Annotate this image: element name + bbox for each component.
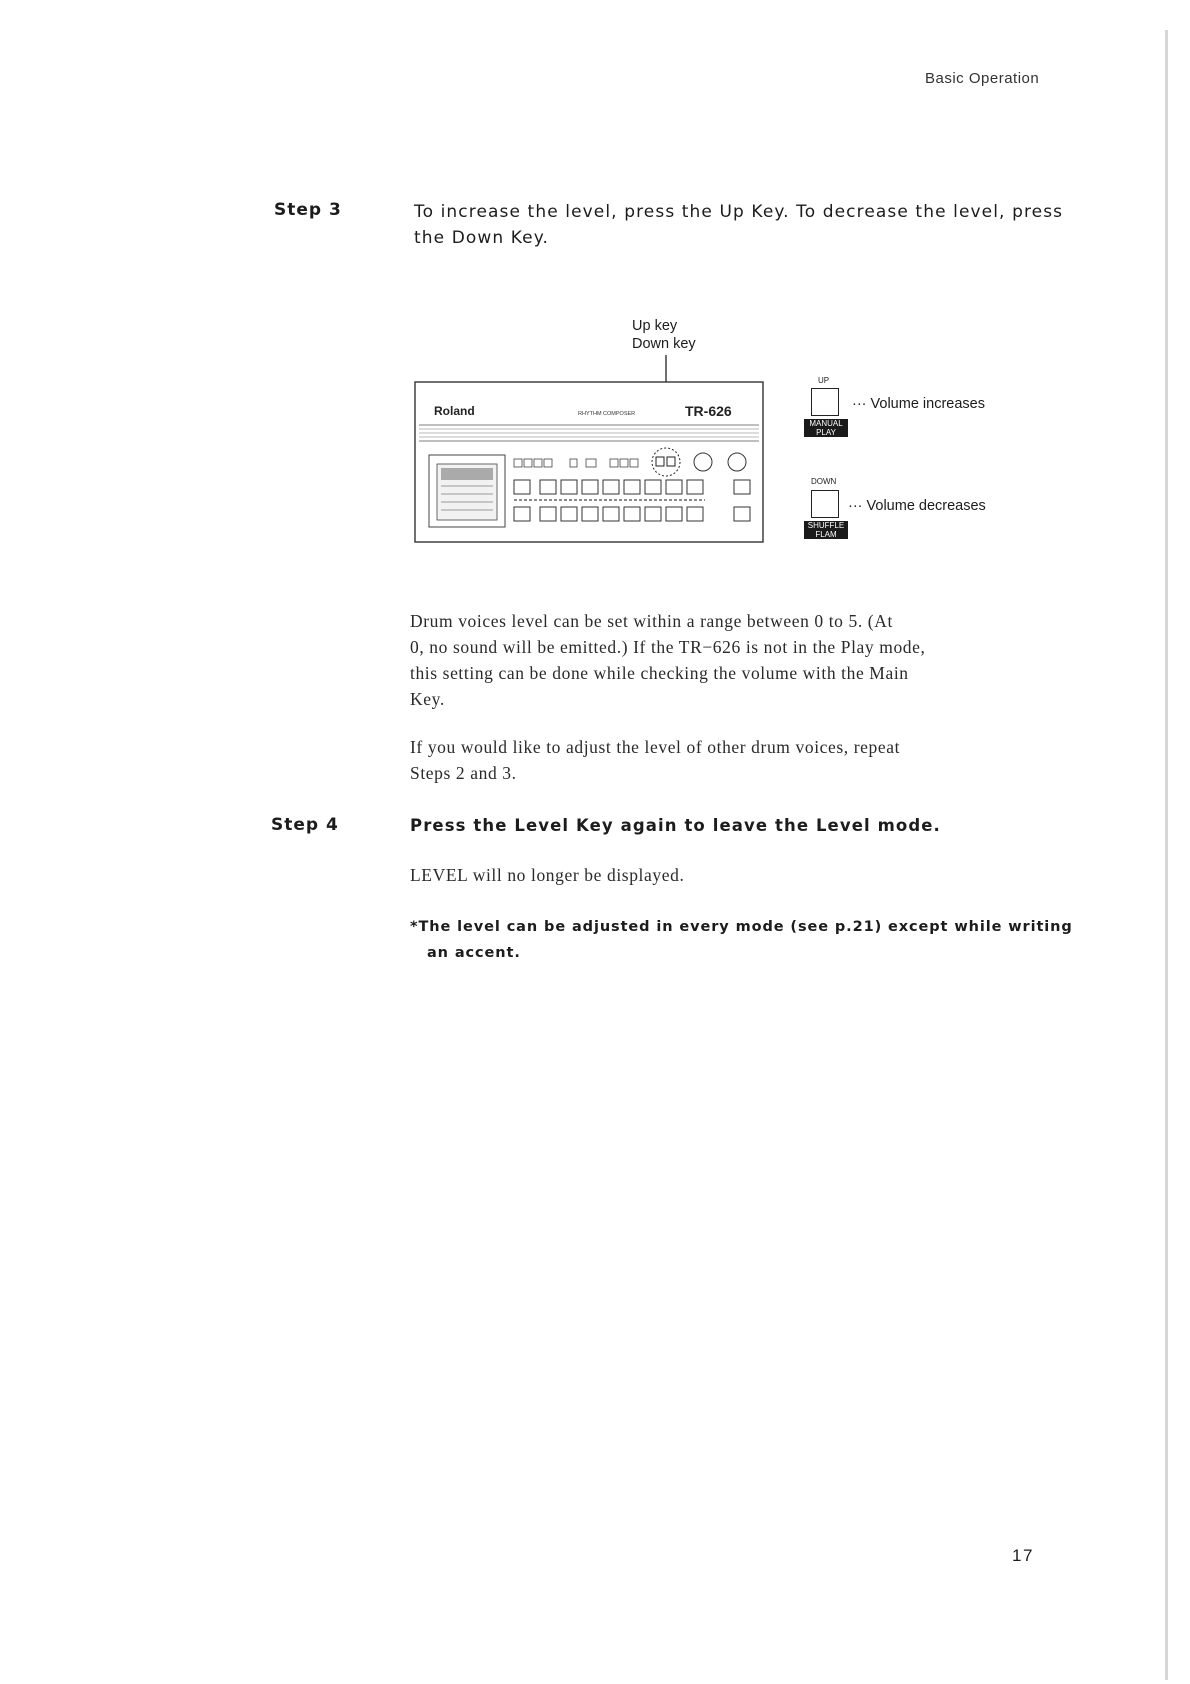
- down-key[interactable]: [811, 490, 839, 518]
- tr626-illustration: [410, 355, 770, 545]
- para1-line-4: Key.: [410, 689, 445, 709]
- model-caption-text: RHYTHM COMPOSER: [578, 411, 636, 417]
- up-key-top-label: UP: [818, 376, 830, 385]
- model-text: TR-626: [685, 403, 732, 419]
- para2-line-1: If you would like to adjust the level of other drum voices, repeat: [410, 737, 901, 757]
- para1-line-3: this setting can be done while checking the volume with the Main: [410, 663, 909, 683]
- step4-result: LEVEL will no longer be displayed.: [410, 865, 685, 885]
- para1-line-2: 0, no sound will be emitted.) If the TR−626 is not in the Play mode,: [410, 637, 926, 657]
- shuffle-flam-tag-line1: SHUFFLE: [807, 521, 845, 530]
- up-key[interactable]: [811, 388, 839, 416]
- level-note: [410, 914, 1073, 966]
- page-number: 17: [1012, 1546, 1034, 1565]
- manual-play-tag: [804, 419, 848, 437]
- step3-instruction: [414, 199, 1064, 251]
- shuffle-flam-tag-line2: FLAM: [815, 530, 837, 539]
- para2-line-2: Steps 2 and 3.: [410, 763, 517, 783]
- step3-line-1: To increase the level, press the Up Key. To decrease the level, press: [414, 202, 1064, 222]
- manual-play-tag-line2: PLAY: [816, 428, 836, 437]
- level-range-paragraph: [410, 608, 1035, 712]
- repeat-steps-paragraph: [410, 734, 1035, 786]
- running-header: Basic Operation: [925, 70, 1040, 87]
- step3-line-2: the Down Key.: [414, 228, 549, 248]
- step3-label: Step 3: [274, 200, 342, 220]
- page-spine: [1165, 30, 1168, 1680]
- para1-line-1: Drum voices level can be set within a range between 0 to 5. (At: [410, 611, 893, 631]
- note-line-1: *The level can be adjusted in every mode (see p.21) except while writing: [410, 919, 1073, 935]
- volume-decreases-label: ··· Volume decreases: [848, 498, 986, 514]
- brand-text: Roland: [434, 404, 475, 418]
- note-line-2: an accent.: [427, 945, 521, 961]
- callout-down-key: Down key: [632, 336, 696, 352]
- down-key-top-label: DOWN: [811, 477, 837, 486]
- step4-instruction: Press the Level Key again to leave the Level mode.: [410, 816, 941, 835]
- volume-increases-label: ··· Volume increases: [852, 396, 985, 412]
- step4-label: Step 4: [271, 815, 339, 835]
- callout-up-key: Up key: [632, 318, 678, 334]
- shuffle-flam-tag: [804, 521, 848, 539]
- manual-play-tag-line1: MANUAL: [809, 419, 843, 428]
